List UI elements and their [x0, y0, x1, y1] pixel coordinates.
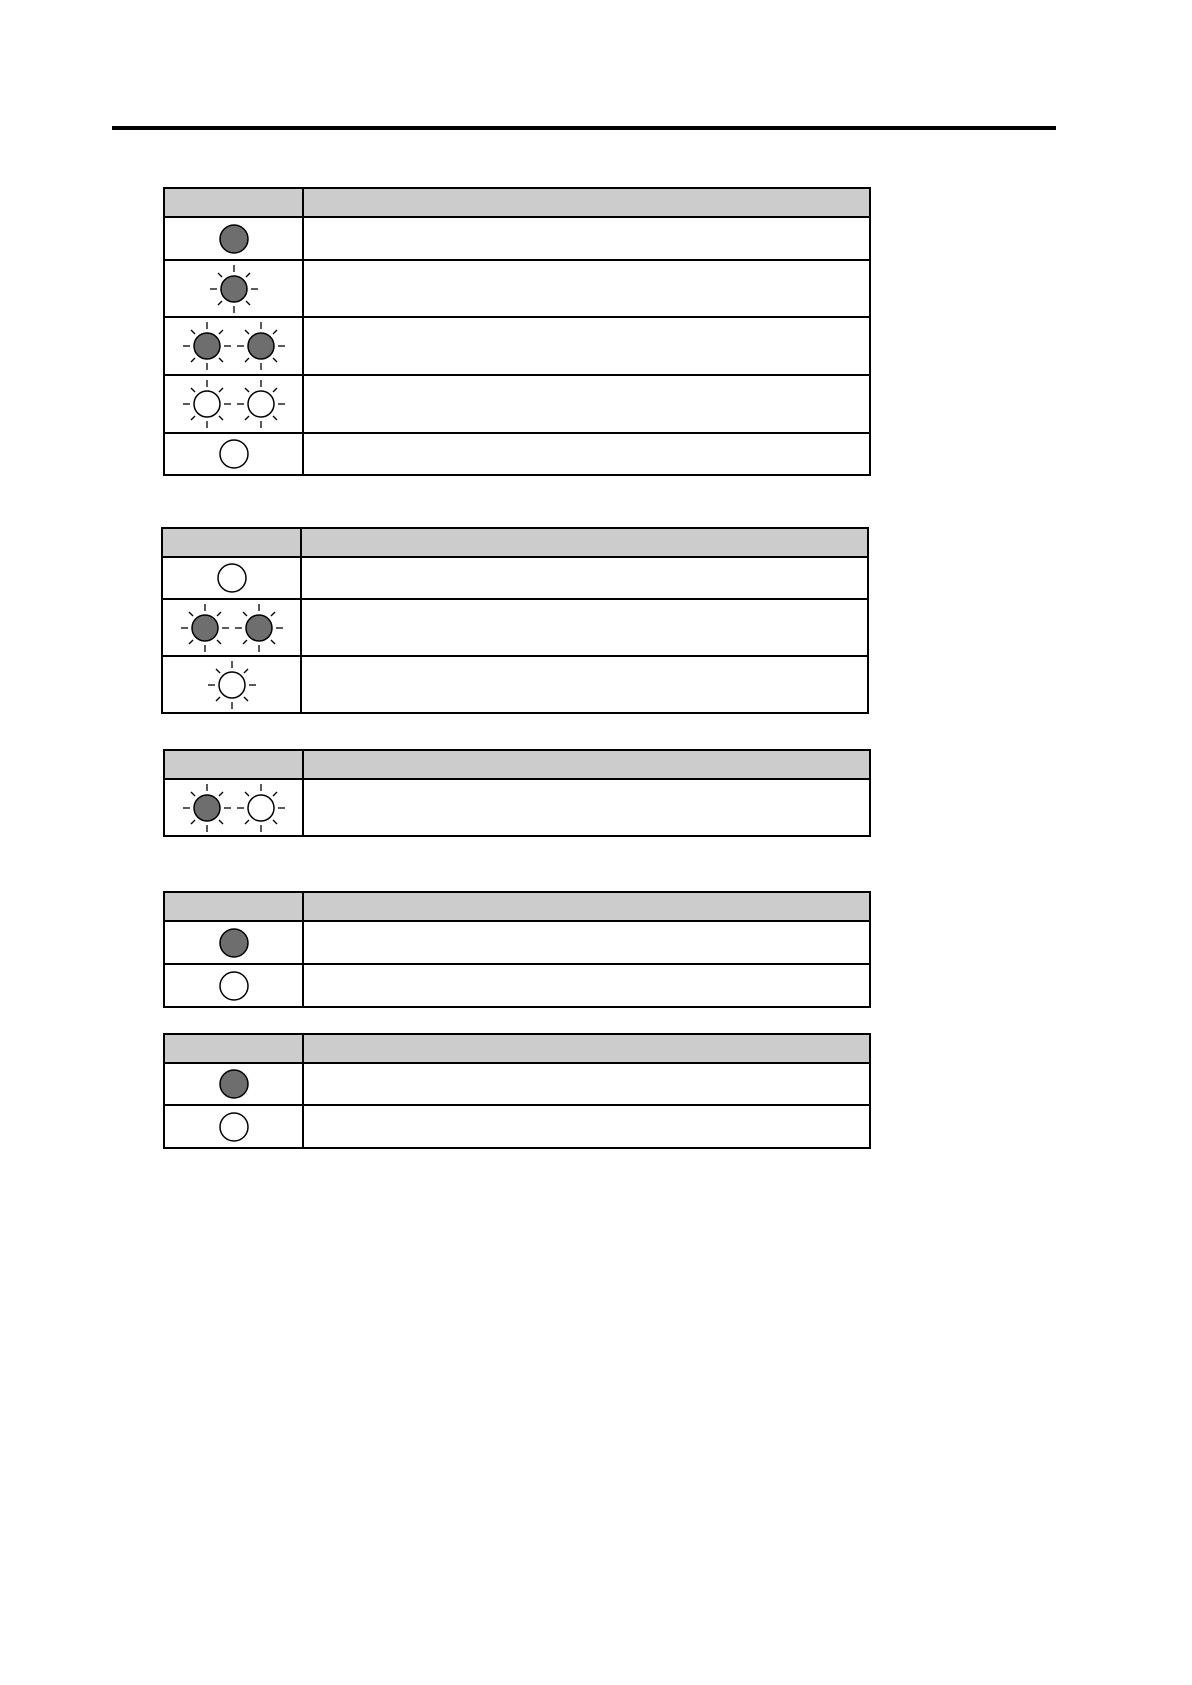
double-blink-off-led-icon [178, 377, 290, 431]
double-blink-on-led-icon [178, 319, 290, 373]
off-led-icon [212, 558, 252, 598]
table-header-row [164, 750, 870, 779]
off-led-icon [214, 434, 254, 474]
table-row [162, 656, 868, 713]
description-cell [303, 921, 870, 964]
table-row [164, 317, 870, 375]
table-row [164, 217, 870, 260]
led-cell [164, 217, 303, 260]
table-header-row [164, 188, 870, 217]
led-cell [164, 964, 303, 1007]
description-cell [301, 656, 868, 713]
alternating-blink-led-icon [178, 781, 290, 835]
led-table-3 [163, 749, 871, 837]
led-cell [164, 433, 303, 475]
led-cell [164, 260, 303, 317]
solid-on-led-icon [214, 1064, 254, 1104]
header-description-cell [301, 528, 868, 557]
table-row [164, 260, 870, 317]
double-blink-on-led-icon [176, 601, 288, 655]
description-cell [303, 217, 870, 260]
table-header-row [164, 892, 870, 921]
led-cell [162, 599, 301, 656]
header-description-cell [303, 750, 870, 779]
solid-on-led-icon [214, 923, 254, 963]
led-cell [162, 557, 301, 599]
led-cell [164, 1105, 303, 1148]
header-icon-cell [164, 1034, 303, 1063]
description-cell [303, 964, 870, 1007]
led-cell [164, 317, 303, 375]
header-icon-cell [162, 528, 301, 557]
blinking-off-led-icon [204, 658, 260, 712]
header-icon-cell [164, 750, 303, 779]
table-header-row [162, 528, 868, 557]
led-table-5 [163, 1033, 871, 1149]
led-cell [162, 656, 301, 713]
off-led-icon [214, 1107, 254, 1147]
description-cell [303, 375, 870, 433]
led-cell [164, 1063, 303, 1105]
header-icon-cell [164, 892, 303, 921]
off-led-icon [214, 966, 254, 1006]
table-row [164, 433, 870, 475]
led-cell [164, 375, 303, 433]
table-row [162, 557, 868, 599]
table-row [164, 921, 870, 964]
description-cell [303, 1105, 870, 1148]
table-row [164, 375, 870, 433]
description-cell [303, 317, 870, 375]
led-table-4 [163, 891, 871, 1008]
table-row [162, 599, 868, 656]
description-cell [303, 260, 870, 317]
table-row [164, 779, 870, 836]
led-table-2 [161, 527, 869, 714]
description-cell [303, 779, 870, 836]
description-cell [301, 599, 868, 656]
description-cell [303, 1063, 870, 1105]
description-cell [301, 557, 868, 599]
top-rule [112, 126, 1056, 130]
description-cell [303, 433, 870, 475]
table-row [164, 964, 870, 1007]
blinking-on-led-icon [206, 262, 262, 316]
led-cell [164, 779, 303, 836]
solid-on-led-icon [214, 219, 254, 259]
table-row [164, 1105, 870, 1148]
table-header-row [164, 1034, 870, 1063]
header-description-cell [303, 892, 870, 921]
led-cell [164, 921, 303, 964]
led-table-1 [163, 187, 871, 476]
header-description-cell [303, 188, 870, 217]
header-icon-cell [164, 188, 303, 217]
header-description-cell [303, 1034, 870, 1063]
table-row [164, 1063, 870, 1105]
